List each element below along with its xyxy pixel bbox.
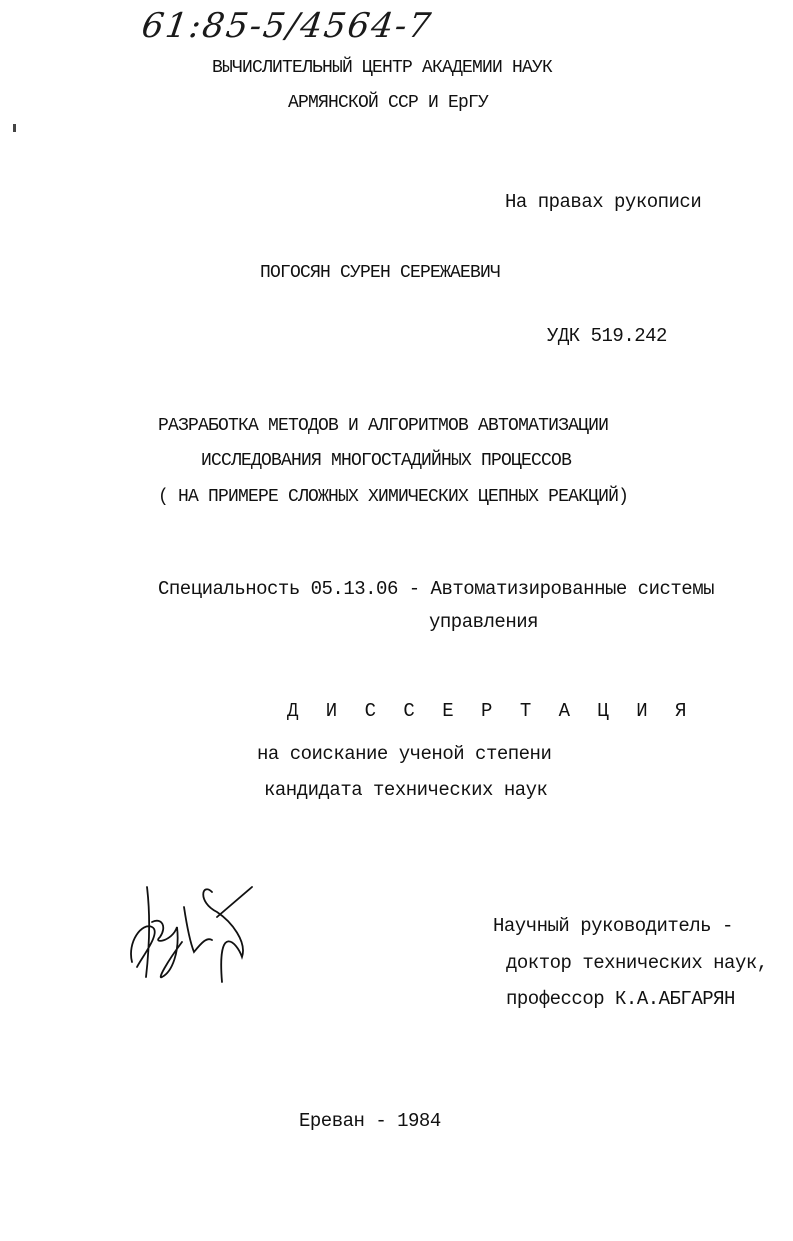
author-name: ПОГОСЯН СУРЕН СЕРЕЖАЕВИЧ bbox=[260, 263, 501, 283]
degree-line-2: кандидата технических наук bbox=[264, 779, 548, 801]
supervisor-line-1: Научный руководитель - bbox=[493, 915, 733, 937]
degree-line-1: на соискание ученой степени bbox=[257, 743, 552, 765]
specialty-line-1: Специальность 05.13.06 - Автоматизированные системы bbox=[158, 578, 714, 600]
udc-code: УДК 519.242 bbox=[547, 325, 667, 347]
institution-line-2: АРМЯНСКОЙ ССР И ЕрГУ bbox=[288, 93, 489, 113]
title-line-1: РАЗРАБОТКА МЕТОДОВ И АЛГОРИТМОВ АВТОМАТИЗАЦИИ bbox=[158, 416, 609, 436]
scan-speck bbox=[13, 124, 16, 132]
title-line-2: ИССЛЕДОВАНИЯ МНОГОСТАДИЙНЫХ ПРОЦЕССОВ bbox=[201, 451, 572, 471]
manuscript-note: На правах рукописи bbox=[505, 191, 702, 213]
title-line-3: ( НА ПРИМЕРЕ СЛОЖНЫХ ХИМИЧЕСКИХ ЦЕПНЫХ РЕАКЦИЙ) bbox=[158, 487, 629, 507]
supervisor-line-3: профессор К.А.АБГАРЯН bbox=[506, 988, 735, 1010]
specialty-line-2: управления bbox=[429, 611, 539, 633]
institution-line-1: ВЫЧИСЛИТЕЛЬНЫЙ ЦЕНТР АКАДЕМИИ НАУК bbox=[212, 58, 553, 78]
signature-icon bbox=[122, 882, 257, 987]
supervisor-line-2: доктор технических наук, bbox=[506, 952, 768, 974]
footer-city-year: Ереван - 1984 bbox=[299, 1110, 441, 1132]
document-type: Д И С С Е Р Т А Ц И Я bbox=[287, 700, 695, 722]
archive-number-handwritten: 61:85-5/4564-7 bbox=[139, 6, 436, 46]
